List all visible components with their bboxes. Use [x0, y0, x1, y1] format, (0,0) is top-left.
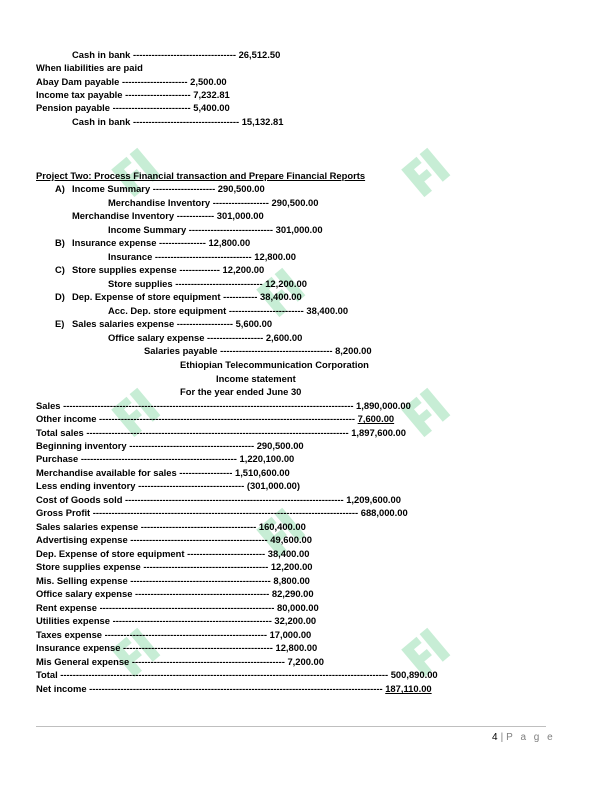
- footer-divider: [36, 726, 546, 727]
- statement-line-net-income: Net income ---------------------------------------------------------------------------------------------- 187,110.00: [36, 683, 432, 694]
- journal-entry-line: Insurance expense --------------- 12,800.00: [72, 237, 251, 248]
- entry-marker-b: B): [55, 237, 65, 248]
- statement-line-cogs: Cost of Goods sold ---------------------------------------------------------------------- 1,209,600.00: [36, 494, 401, 505]
- statement-line: Utilities expense --------------------------------------------------- 32,200.00: [36, 615, 317, 626]
- entry-marker-a: A): [55, 183, 65, 194]
- statement-title: Income statement: [216, 373, 296, 384]
- statement-line-other-income: Other income ---------------------------------------------------------------------------------- 7,600.00: [36, 413, 395, 424]
- statement-line: Merchandise available for sales ----------------- 1,510,600.00: [36, 467, 290, 478]
- project-title: Project Two: Process Financial transaction and Prepare Financial Reports: [36, 170, 366, 181]
- journal-entry-line: Dep. Expense of store equipment ----------- 38,400.00: [72, 291, 302, 302]
- statement-line: Mis General expense ------------------------------------------------- 7,200.00: [36, 656, 324, 667]
- page-label: P a g e: [506, 732, 556, 743]
- journal-entry-line: Store supplies ---------------------------- 12,200.00: [108, 278, 307, 289]
- watermark-glyph: [401, 148, 450, 197]
- statement-line: Sales salaries expense ------------------------------------- 160,400.00: [36, 521, 306, 532]
- statement-line: Taxes expense ---------------------------------------------------- 17,000.00: [36, 629, 312, 640]
- entry-marker-d: D): [55, 291, 65, 302]
- liabilities-paid-heading: When liabilities are paid: [36, 62, 143, 73]
- page-number: 4: [492, 732, 498, 743]
- footer-separator: |: [500, 732, 504, 743]
- entry-marker-c: C): [55, 264, 65, 275]
- statement-line: Store supplies expense ---------------------------------------- 12,200.00: [36, 561, 313, 572]
- journal-entry-line: Merchandise Inventory ------------------ 290,500.00: [108, 197, 319, 208]
- statement-line-gross-profit: Gross Profit ------------------------------------------------------------------------------------- 688,000.00: [36, 507, 408, 518]
- cash-in-bank-debit: Cash in bank --------------------------------- 26,512.50: [72, 49, 281, 60]
- journal-entry-line: Insurance ------------------------------- 12,800.00: [108, 251, 296, 262]
- entry-marker-e: E): [55, 318, 65, 329]
- statement-line: Insurance expense ------------------------------------------------ 12,800.00: [36, 642, 318, 653]
- income-tax-payable: Income tax payable --------------------- 7,232.81: [36, 89, 230, 100]
- journal-entry-line: Income Summary --------------------------- 301,000.00: [108, 224, 323, 235]
- statement-period: For the year ended June 30: [180, 386, 302, 397]
- pension-payable: Pension payable ------------------------- 5,400.00: [36, 102, 230, 113]
- statement-line: Dep. Expense of store equipment ------------------------- 38,400.00: [36, 548, 310, 559]
- statement-line: Purchase -------------------------------------------------- 1,220,100.00: [36, 453, 295, 464]
- statement-line-total: Total --------------------------------------------------------------------------------------------------------- 500,890.00: [36, 669, 438, 680]
- journal-entry-line: Salaries payable ------------------------------------ 8,200.00: [144, 345, 372, 356]
- journal-entry-line: Income Summary -------------------- 290,500.00: [72, 183, 265, 194]
- journal-entry-line: Office salary expense ------------------ 2,600.00: [108, 332, 303, 343]
- company-name: Ethiopian Telecommunication Corporation: [180, 359, 369, 370]
- statement-line-total-sales: Total sales ------------------------------------------------------------------------------------ 1,897,600.00: [36, 427, 406, 438]
- journal-entry-line: Store supplies expense ------------- 12,200.00: [72, 264, 265, 275]
- abay-dam-payable: Abay Dam payable --------------------- 2,500.00: [36, 76, 227, 87]
- journal-entry-line: Merchandise Inventory ------------ 301,000.00: [72, 210, 264, 221]
- statement-line: Beginning inventory ---------------------------------------- 290,500.00: [36, 440, 304, 451]
- statement-line: Advertising expense -------------------------------------------- 49,600.00: [36, 534, 312, 545]
- statement-line: Rent expense -------------------------------------------------------- 80,000.00: [36, 602, 319, 613]
- page-footer: [492, 732, 555, 743]
- journal-entry-line: Acc. Dep. store equipment ------------------------ 38,400.00: [108, 305, 349, 316]
- journal-entry-line: Sales salaries expense ------------------ 5,600.00: [72, 318, 273, 329]
- statement-line-sales: Sales --------------------------------------------------------------------------------------------- 1,890,000.00: [36, 400, 411, 411]
- watermark-logo: [385, 120, 475, 210]
- statement-line: Office salary expense ------------------------------------------- 82,290.00: [36, 588, 314, 599]
- statement-line: Less ending inventory ---------------------------------- (301,000.00): [36, 480, 301, 491]
- statement-line: Mis. Selling expense --------------------------------------------- 8,800.00: [36, 575, 310, 586]
- watermark-glyph: [401, 388, 450, 437]
- cash-in-bank-credit: Cash in bank ---------------------------------- 15,132.81: [72, 116, 284, 127]
